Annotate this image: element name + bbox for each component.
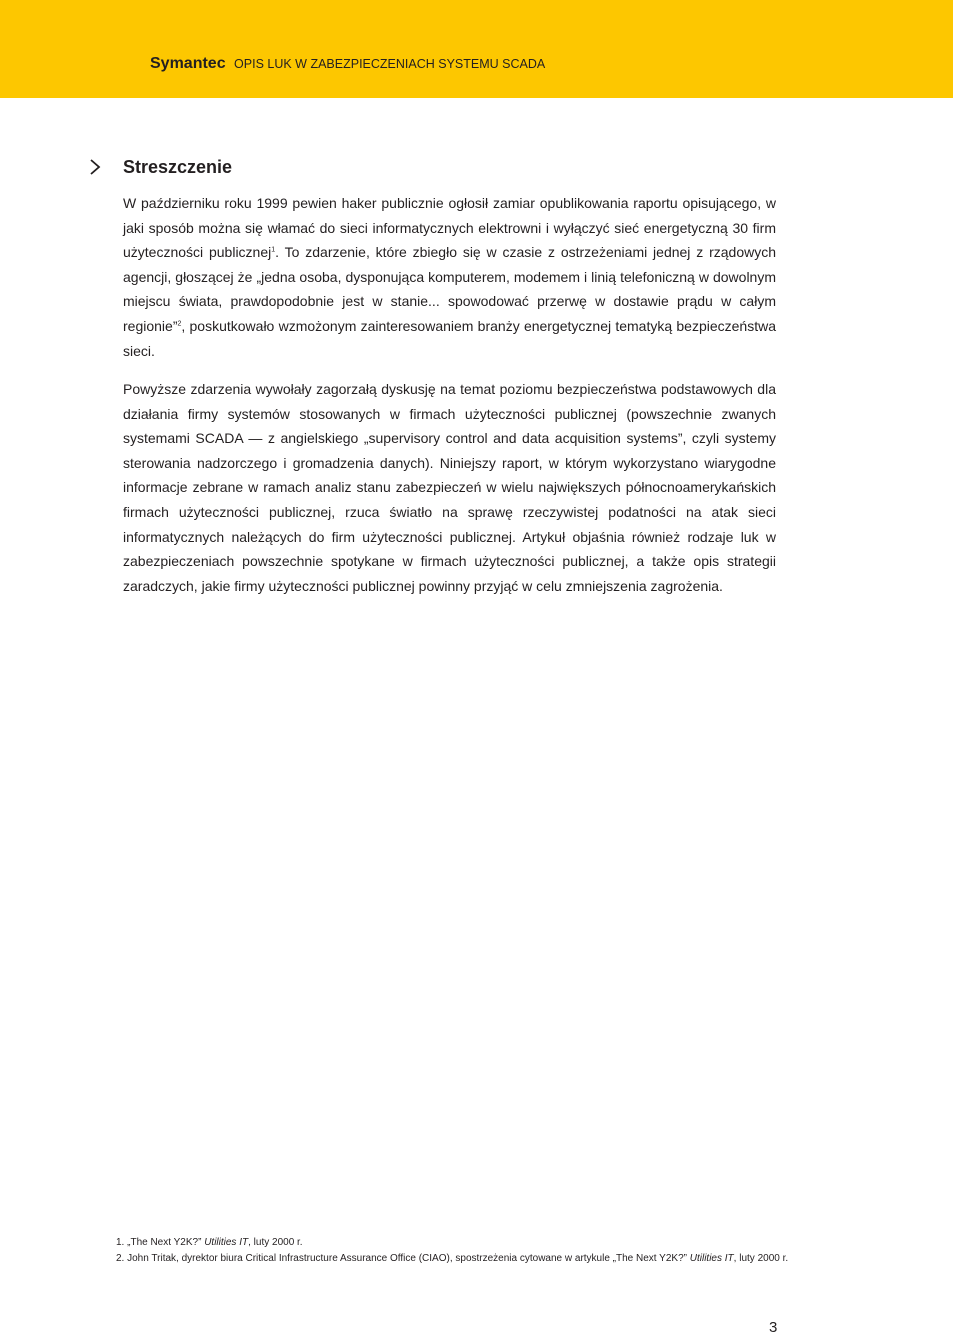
footnote-date: , luty 2000 r. [733,1252,789,1264]
footnote-number: 1. [116,1237,125,1248]
header-band [0,0,953,98]
footnote-ref-2: 2 [177,320,182,328]
page-number: 3 [769,1319,778,1336]
footnote-source: Utilities IT [689,1252,734,1264]
chevron-right-icon [88,158,102,176]
footnote-number: 2. [116,1252,125,1264]
summary-paragraph-2: Powyższe zdarzenia wywołały zagorzałą dyskusję na temat poziomu bezpieczeństwa podstawowych dla działania firmy systemów stosowanych w firmach użyteczności publicznej (powszechnie zwanych systemami SCADA — z angielskiego „supervisory control and data acquisition systems”, czyli systemy sterowania nadzorczego i gromadzenia danych). Niniejszy raport, w którym wykorzystano wiarygodne informacje zebrane w ramach analiz stanu zabezpieczeń w wielu największych północnoamerykańskich firmach użyteczności publicznej, rzuca światło na sprawę rzeczywistej podatności na atak sieci informatycznych należących do firm użyteczności publicznej. Artykuł objaśnia również rodzaje luk w zabezpieczeniach powszechnie spotykane w firmach użyteczności publicznej, a także opis strategii zaradczych, jakie firmy użyteczności publicznej powinny przyjąć w celu zmniejszenia zagrożenia. [123,381,776,594]
footnote-1 [116,1235,816,1251]
document-title: OPIS LUK W ZABEZPIECZENIACH SYSTEMU SCADA [234,57,546,71]
summary-paragraph-1 [123,191,776,363]
brand-name: Symantec [150,55,226,72]
footnote-date: , luty 2000 r. [248,1237,303,1248]
paragraph-text: , poskutkowało wzmożonym zainteresowaniem branży energetycznej tematyką bezpieczeństwa sieci. [123,317,776,359]
footnote-text: John Tritak, dyrektor biura Critical Infrastructure Assurance Office (CIAO), spostrzeżenia cytowane w artykule „The Next Y2K?” [127,1252,687,1264]
header-title [150,54,545,74]
paragraph-text: . To zdarzenie, które zbiegło się w czasie z ostrzeżeniami jednej z rządowych agencji, głoszącej że „jedna osoba, dysponująca komputerem, modemem i linią telefoniczną w dowolnym miejscu świata, prawdopodobnie jest w stanie... spowodować przerwę w dostawie prądu w całym regionie” [123,244,776,334]
paragraph-text: W październiku roku 1999 pewien haker publicznie ogłosił zamiar opublikowania raportu opisującego, w jaki sposób można się włamać do sieci informatycznych elektrowni i wyłączyć sieć energetyczną 30 firm użyteczności publicznej [123,195,776,261]
footnote-2 [116,1251,816,1267]
footnote-text: „The Next Y2K?” [127,1237,202,1248]
footnotes [116,1235,816,1266]
section-heading: Streszczenie [123,157,233,177]
footnote-source: Utilities IT [204,1237,249,1248]
footnote-ref-1: 1 [271,246,276,254]
